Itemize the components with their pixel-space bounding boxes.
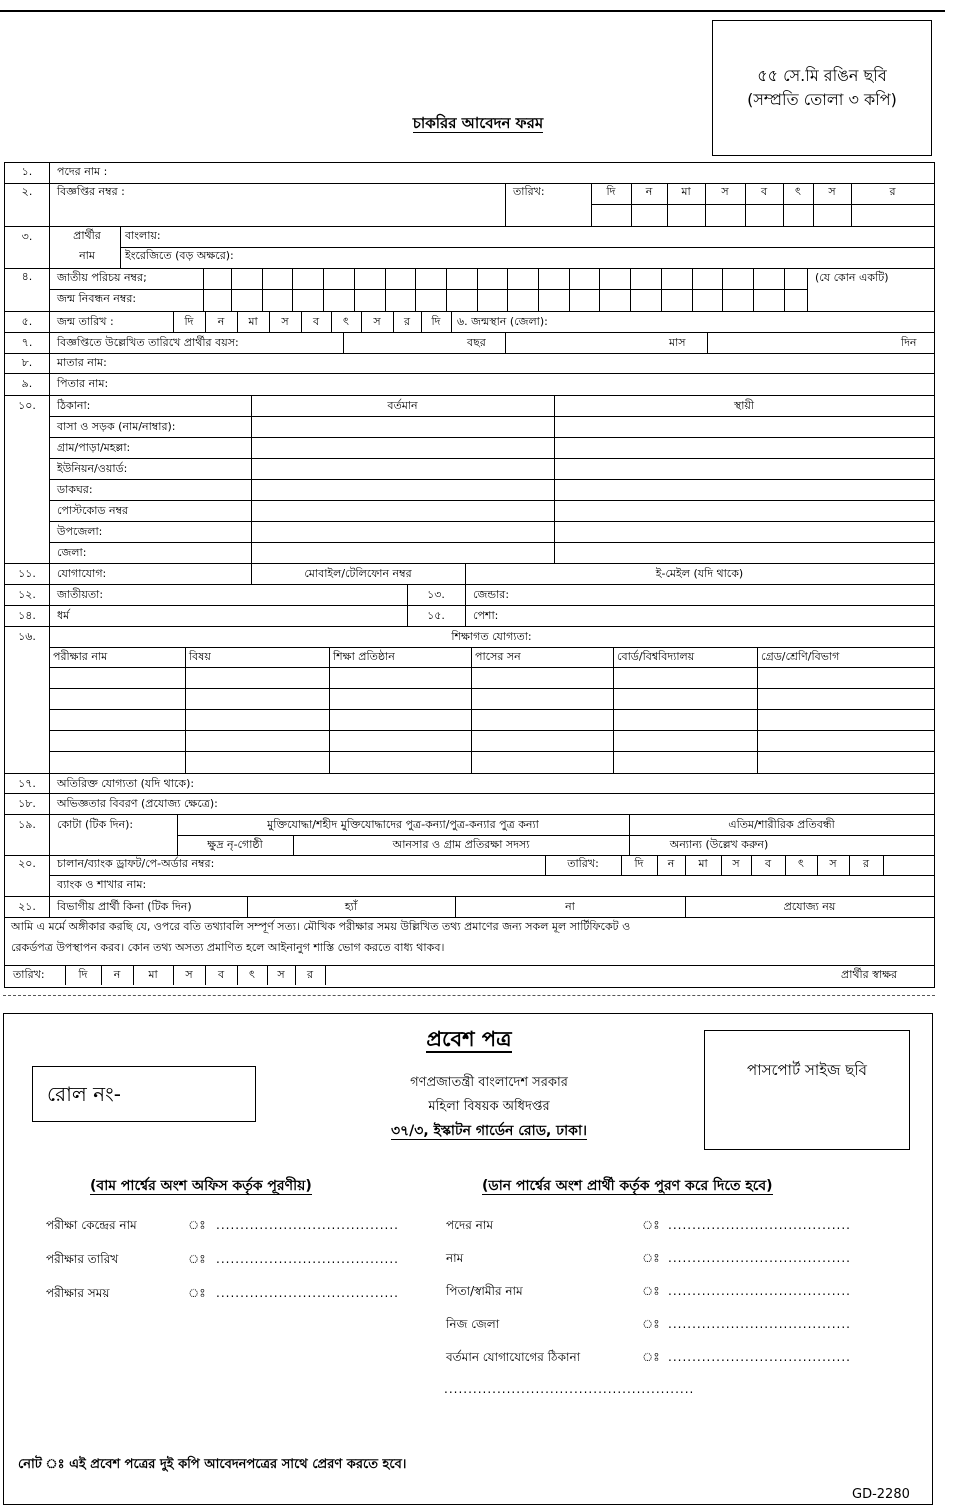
- challan-date-box: ৎ: [798, 857, 804, 870]
- sign-date-box: স: [277, 968, 285, 981]
- rule: [329, 647, 330, 773]
- org-line-1: গণপ্রজাতন্ত্রী বাংলাদেশ সরকার: [410, 1075, 568, 1090]
- rule: [630, 268, 631, 311]
- rule: [465, 584, 466, 626]
- right-field-label: পিতা/স্বামীর নাম: [446, 1284, 523, 1298]
- rule: [323, 268, 324, 311]
- row-number: ৩.: [21, 230, 33, 243]
- rule: [784, 268, 785, 311]
- form-code: GD-2280: [852, 1487, 910, 1502]
- top-rule: [0, 10, 945, 12]
- row-number: ১৯.: [18, 818, 36, 831]
- label-others: অন্যান্য (উল্লেখ করুন): [669, 838, 769, 851]
- row-number: ৯.: [21, 377, 33, 390]
- rule: [707, 332, 708, 353]
- label-bank: ব্যাংক ও শাখার নাম:: [57, 878, 147, 891]
- rule: [49, 542, 934, 543]
- label-15: ১৫.: [427, 609, 445, 622]
- rule: [49, 647, 50, 773]
- colon: ঃ: [642, 1284, 660, 1298]
- label-name: নাম: [79, 249, 95, 262]
- label-house: বাসা ও সড়ক (নাম/নাম্বার):: [57, 420, 176, 433]
- challan-date-box: মা: [698, 857, 708, 870]
- label-13: ১৩.: [427, 588, 445, 601]
- date-box: স: [721, 185, 729, 198]
- rule: [599, 268, 600, 311]
- colon: ঃ: [188, 1286, 206, 1300]
- sign-date-box: দি: [78, 968, 88, 981]
- label-challan-date: তারিখ:: [567, 857, 599, 870]
- rule: [49, 688, 934, 689]
- label-extra: অতিরিক্ত যোগ্যতা (যদি থাকে):: [57, 777, 195, 790]
- date-box: ৎ: [795, 185, 801, 198]
- label-ansar: আনসার ও গ্রাম প্রতিরক্ষা সদস্য: [392, 838, 530, 851]
- right-field-label: নিজ জেলা: [446, 1317, 500, 1331]
- label-email: ই-মেইল (যদি থাকে): [655, 567, 744, 580]
- label-departmental: বিভাগীয় প্রার্থী কিনা (টিক দিন): [57, 900, 192, 913]
- admit-title-text: প্রবেশ পত্র: [426, 1027, 512, 1051]
- rule: [569, 268, 570, 311]
- row-number: ১.: [21, 165, 33, 178]
- rule: [5, 773, 934, 774]
- rule: [49, 289, 807, 290]
- label-nid: জাতীয় পরিচয় নম্বর;: [57, 271, 147, 284]
- left-heading-text: (বাম পার্শ্বের অংশ অফিস কর্তৃক পূরণীয়): [90, 1178, 312, 1194]
- sign-date-box: ৎ: [249, 968, 255, 981]
- colon: ঃ: [642, 1317, 660, 1331]
- label-no: না: [565, 900, 575, 913]
- colon: ঃ: [188, 1218, 206, 1232]
- challan-date-box: স: [732, 857, 740, 870]
- row-number: ১৬.: [18, 630, 36, 643]
- rule: [49, 709, 934, 710]
- dotted-line: ......................................: [216, 1218, 399, 1232]
- colon: ঃ: [642, 1251, 660, 1265]
- rule: [120, 247, 934, 248]
- declaration-line-1: আমি এ মর্মে অঙ্গীকার করছি যে, ওপরে বতি তথ্যাবলি সম্পূর্ণ সত্য। মৌখিক পরীক্ষার সময় উল্লিখিত তথ্য প্রমাণের জন্য সকল মূল সার্টিফিকেট ও: [11, 920, 631, 933]
- dob-box: দি: [431, 315, 441, 328]
- dotted-line: ......................................: [216, 1252, 399, 1266]
- label-district: জেলা:: [57, 546, 87, 559]
- left-heading: [90, 1177, 312, 1195]
- rule: [5, 563, 934, 564]
- challan-date-box: ন: [667, 857, 675, 870]
- rule: [49, 458, 934, 459]
- rule: [5, 896, 934, 897]
- rule: [5, 793, 934, 794]
- label-quota: কোটা (টিক দিন):: [57, 818, 134, 831]
- sign-date-box: ব: [217, 968, 225, 981]
- dob-box: মা: [248, 315, 258, 328]
- date-box: দি: [606, 185, 616, 198]
- roll-box: [32, 1066, 256, 1122]
- rule: [292, 268, 293, 311]
- rule: [692, 268, 693, 311]
- dob-box: দি: [184, 315, 194, 328]
- rule: [5, 814, 934, 815]
- label-nationality: জাতীয়তা:: [57, 588, 104, 601]
- label-yes: হ্যাঁ: [344, 900, 358, 913]
- label-permanent: স্থায়ী: [733, 399, 755, 412]
- dotted-line: ......................................: [668, 1284, 851, 1298]
- label-address: ঠিকানা:: [57, 399, 91, 412]
- dotted-line: ......................................: [668, 1251, 851, 1265]
- label-postcode: পোস্টকোড নম্বর: [57, 504, 129, 517]
- sign-date-box: র: [306, 968, 314, 981]
- dotted-line-extra: ....................................................: [444, 1382, 695, 1396]
- rule: [5, 226, 934, 227]
- dob-box: স: [281, 315, 289, 328]
- admit-note: নোট ঃ এই প্রবেশ পত্রের দুই কপি আবেদনপত্রের সাথে প্রেরণ করতে হবে।: [18, 1457, 407, 1472]
- rule: [5, 332, 934, 333]
- label-gender: জেন্ডার:: [473, 588, 510, 601]
- photo-line-1: ৫৫ সে.মি রঙিন ছবি: [757, 66, 887, 85]
- edu-header: শিক্ষা প্রতিষ্ঠান: [333, 650, 395, 663]
- edu-header: পরীক্ষার নাম: [53, 650, 108, 663]
- challan-date-box: র: [862, 857, 870, 870]
- label-month: মাস: [669, 336, 686, 349]
- admit-card: [3, 1013, 933, 1505]
- label-upazila: উপজেলা:: [57, 525, 103, 538]
- dotted-line: ......................................: [668, 1350, 851, 1364]
- colon: ঃ: [642, 1218, 660, 1232]
- row-number: ৪.: [21, 270, 33, 283]
- sign-date-box: মা: [148, 968, 158, 981]
- rule: [505, 332, 506, 353]
- row-number: ১২.: [18, 588, 36, 601]
- rule: [722, 268, 723, 311]
- label-dob: জন্ম তারিখ :: [57, 315, 114, 328]
- application-form: [4, 162, 935, 988]
- rule: [5, 395, 934, 396]
- rule: [262, 268, 263, 311]
- rule: [591, 204, 934, 205]
- rule: [177, 835, 934, 836]
- label-union: ইউনিয়ন/ওয়ার্ড:: [57, 462, 128, 475]
- label-english: ইংরেজিতে (বড় অক্ষরে):: [125, 249, 234, 262]
- right-field-label: পদের নাম: [446, 1218, 493, 1232]
- date-box: স: [828, 185, 836, 198]
- rule: [49, 479, 934, 480]
- row-number: ৭.: [21, 336, 33, 349]
- rule: [451, 311, 452, 332]
- left-field-label: পরীক্ষার তারিখ: [46, 1252, 119, 1266]
- label-freedom: মুক্তিযোদ্ধা/শহীদ মুক্তিযোদ্ধাদের পুত্র-কন্যা/পুত্র-কন্যার পুত্র কন্যা: [267, 818, 539, 831]
- rule: [538, 268, 539, 311]
- rule: [471, 647, 472, 773]
- rule: [5, 373, 934, 374]
- label-candidate: প্রার্থীর: [73, 229, 101, 242]
- label-occupation: পেশা:: [473, 609, 499, 622]
- rule: [343, 332, 344, 353]
- label-post: পদের নাম :: [57, 165, 108, 178]
- label-bangla: বাংলায়:: [125, 229, 161, 242]
- rule: [883, 855, 884, 875]
- form-title-text: চাকরির আবেদন ফরম: [412, 114, 544, 132]
- dob-box: ন: [217, 315, 225, 328]
- rule: [807, 268, 808, 311]
- row-number: ২০.: [18, 857, 36, 870]
- rule: [231, 268, 232, 311]
- challan-date-box: ব: [764, 857, 772, 870]
- label-experience: অভিজ্ঞতার বিবরণ (প্রযোজ্য ক্ষেত্রে):: [57, 797, 218, 810]
- label-challan: চালান/ব্যাংক ড্রাফট/পে-অর্ডার নম্বর:: [57, 857, 215, 870]
- rule: [661, 268, 662, 311]
- challan-date-box: স: [829, 857, 837, 870]
- label-contact: যোগাযোগ:: [57, 567, 107, 580]
- rule: [49, 751, 934, 752]
- rule: [385, 268, 386, 311]
- photo-line-2: (সম্প্রতি তোলা ৩ কপি): [747, 90, 897, 109]
- dotted-line: ......................................: [216, 1286, 399, 1300]
- label-year: বছর: [467, 336, 486, 349]
- colon: ঃ: [642, 1350, 660, 1364]
- row-number: ১১.: [18, 567, 36, 580]
- date-box: র: [889, 185, 896, 198]
- label-ad-no: বিজ্ঞপ্তির নম্বর :: [57, 185, 125, 198]
- form-title: [0, 112, 956, 137]
- label-ethnic: ক্ষুদ্র নৃ-গোষ্ঠী: [207, 838, 263, 851]
- left-field-label: পরীক্ষার সময়: [46, 1286, 110, 1300]
- rule: [354, 268, 355, 311]
- row-number: ২.: [21, 185, 33, 198]
- dob-box: স: [373, 315, 381, 328]
- org-line-3: [324, 1122, 654, 1140]
- row-number: ৮.: [21, 356, 33, 369]
- date-box: ব: [760, 185, 768, 198]
- date-box: মা: [681, 185, 691, 198]
- label-birthplace: ৬. জন্মস্থান (জেলা):: [457, 315, 548, 328]
- edu-header: গ্রেড/শ্রেণি/বিভাগ: [761, 650, 840, 663]
- row-number: ৫.: [21, 315, 33, 328]
- org-line-3-text: ৩৭/৩, ইস্কাটন গার্ডেন রোড, ঢাকা।: [390, 1123, 588, 1139]
- label-age: বিজ্ঞপ্তিতে উল্লেখিত তারিখে প্রার্থীর বয়স:: [57, 336, 239, 349]
- edu-header: বোর্ড/বিশ্ববিদ্যালয়: [617, 650, 695, 663]
- label-signature: প্রার্থীর স্বাক্ষর: [841, 968, 898, 981]
- rule: [49, 730, 934, 731]
- sign-date-box: স: [185, 968, 193, 981]
- rule: [5, 626, 934, 627]
- roll-label: রোল নং-: [47, 1082, 121, 1106]
- rule: [185, 647, 186, 773]
- rule: [49, 647, 934, 648]
- right-heading: [482, 1177, 773, 1195]
- challan-date-box: দি: [634, 857, 644, 870]
- row-number: ১০.: [18, 399, 36, 412]
- label-birth-reg: জন্ম নিবন্ধন নম্বর:: [57, 292, 137, 305]
- rule: [5, 183, 934, 184]
- label-any-one: (যে কোন একটি): [815, 271, 889, 284]
- rule: [49, 875, 934, 876]
- rule: [49, 500, 934, 501]
- rule: [5, 584, 934, 585]
- dotted-line: ......................................: [668, 1317, 851, 1331]
- edu-header: বিষয়: [189, 650, 211, 663]
- label-religion: ধর্ম: [57, 609, 70, 622]
- right-field-label: নাম: [446, 1251, 464, 1265]
- declaration-line-2: রেকর্ডপত্র উপস্থাপন করব। কোন তথ্য অসত্য প্রমাণিত হলে আইনানুগ শাস্তি ভোগ করতে বাধ্য থাকব।: [11, 941, 445, 954]
- dotted-line: ......................................: [668, 1218, 851, 1232]
- rule: [757, 647, 758, 773]
- dob-box: র: [403, 315, 411, 328]
- rule: [477, 268, 478, 311]
- rule: [5, 353, 934, 354]
- label-day: দিন: [901, 336, 917, 349]
- rule: [415, 268, 416, 311]
- label-mother: মাতার নাম:: [57, 356, 107, 369]
- rule: [5, 268, 934, 269]
- rule: [5, 917, 934, 918]
- rule: [753, 268, 754, 311]
- rule: [49, 416, 934, 417]
- label-po: ডাকঘর:: [57, 483, 93, 496]
- sign-date-box: ন: [113, 968, 121, 981]
- rule: [325, 965, 326, 985]
- passport-photo-label: পাসপোর্ট সাইজ ছবি: [747, 1061, 867, 1079]
- left-field-label: পরীক্ষা কেন্দ্রের নাম: [46, 1218, 137, 1232]
- dob-box: ব: [312, 315, 320, 328]
- date-box: ন: [645, 185, 653, 198]
- label-na: প্রযোজ্য নয়: [783, 900, 836, 913]
- label-father: পিতার নাম:: [57, 377, 109, 390]
- cut-line: [3, 995, 935, 996]
- rule: [5, 965, 934, 966]
- label-mobile: মোবাইল/টেলিফোন নম্বর: [304, 567, 412, 580]
- edu-header: পাসের সন: [475, 650, 521, 663]
- label-date: তারিখ:: [513, 185, 545, 198]
- label-education: শিক্ষাগত যোগ্যতা:: [451, 630, 532, 643]
- rule: [5, 855, 934, 856]
- label-present: বর্তমান: [387, 399, 418, 412]
- rule: [49, 437, 934, 438]
- row-number: ২১.: [18, 900, 36, 913]
- row-number: ১৪.: [18, 609, 36, 622]
- right-heading-text: (ডান পার্শ্বের অংশ প্রার্থী কর্তৃক পুরণ করে দিতে হবে): [482, 1178, 773, 1194]
- rule: [5, 605, 934, 606]
- rule: [446, 268, 447, 311]
- rule: [5, 311, 934, 312]
- rule: [505, 183, 506, 226]
- row-number: ১৮.: [18, 797, 36, 810]
- label-village: গ্রাম/পাড়া/মহল্লা:: [57, 441, 131, 454]
- row-number: ১৭.: [18, 777, 36, 790]
- label-sign-date: তারিখ:: [13, 968, 45, 981]
- rule: [49, 521, 934, 522]
- rule: [507, 268, 508, 311]
- rule: [49, 667, 934, 668]
- label-orphan: এতিম/শারীরিক প্রতিবন্ধী: [728, 818, 835, 831]
- right-field-label: বর্তমান যোগাযোগের ঠিকানা: [446, 1350, 581, 1364]
- colon: ঃ: [188, 1252, 206, 1266]
- rule: [613, 647, 614, 773]
- rule: [49, 163, 50, 917]
- passport-photo-box: [704, 1030, 910, 1150]
- org-line-2: মহিলা বিষয়ক অধিদপ্তর: [428, 1099, 550, 1114]
- dob-box: ৎ: [343, 315, 349, 328]
